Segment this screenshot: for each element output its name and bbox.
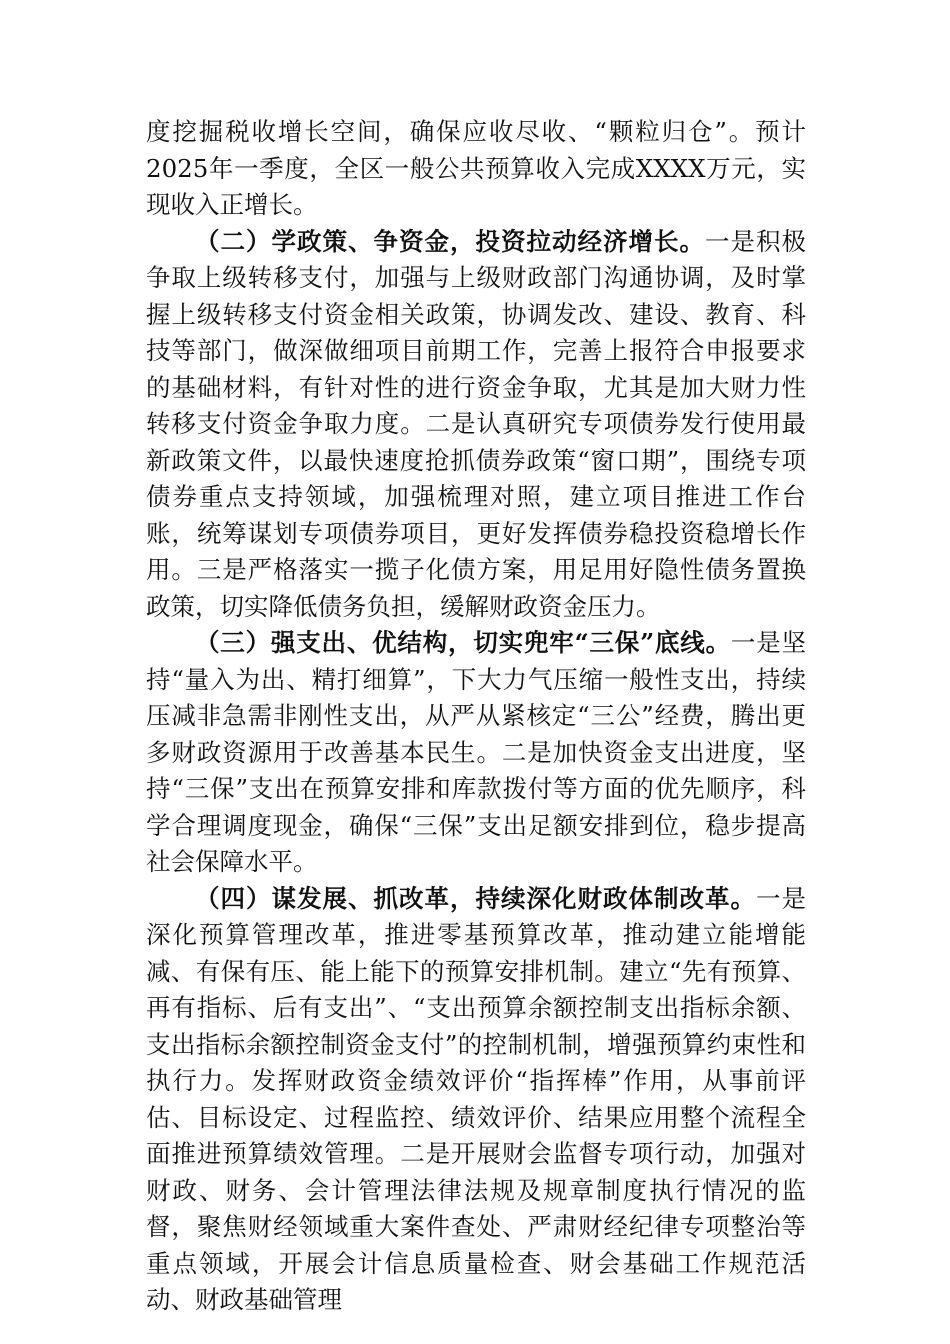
section-heading: （四）谋发展、抓改革，持续深化财政体制改革。 bbox=[195, 883, 756, 913]
paragraph-body: 一是坚持“量入为出、精打细算”，下大力气压缩一般性支出，持续压减非急需非刚性支出，从严从紧核定“三公”经费，腾出更多财政资源用于改善基本民生。二是加快资金支出进度，坚持“三保”支出在预算安排和库款拨付等方面的优先顺序，科学合理调度现金，确保“三保”支出足额安排到位，稳步提高社会保障水平。 bbox=[146, 628, 806, 876]
section-heading: （二）学政策、争资金，投资拉动经济增长。 bbox=[195, 226, 705, 256]
paragraph-section-3 bbox=[146, 625, 806, 881]
paragraph-body: 度挖掘税收增长空间，确保应收尽收、“颗粒归仓”。预计2025年一季度，全区一般公共预算收入完成XXXX万元，实现收入正增长。 bbox=[146, 117, 806, 219]
paragraph-section-4 bbox=[146, 881, 806, 1319]
paragraph-body: 一是积极争取上级转移支付，加强与上级财政部门沟通协调，及时掌握上级转移支付资金相关政策，协调发改、建设、教育、科技等部门，做深做细项目前期工作，完善上报符合申报要求的基础材料，有针对性的进行资金争取，尤其是加大财力性转移支付资金争取力度。二是认真研究专项债券发行使用最新政策文件，以最快速度抢抓债券政策“窗口期”，围绕专项债券重点支持领域，加强梳理对照，建立项目推进工作台账，统筹谋划专项债券项目，更好发挥债券稳投资稳增长作用。三是严格落实一揽子化债方案，用足用好隐性债务置换政策，切实降低债务负担，缓解财政资金压力。 bbox=[146, 226, 806, 621]
section-heading: （三）强支出、优结构，切实兜牢“三保”底线。 bbox=[195, 628, 731, 657]
paragraph-section-2 bbox=[146, 224, 806, 626]
paragraph-continuation bbox=[146, 114, 806, 224]
paragraph-body: 一是深化预算管理改革，推进零基预算改革，推动建立能增能减、有保有压、能上能下的预算安排机制。建立“先有预算、再有指标、后有支出”、“支出预算余额控制支出指标余额、支出指标余额控制资金支付”的控制机制，增强预算约束性和执行力。发挥财政资金绩效评价“指挥棒”作用，从事前评估、目标设定、过程监控、绩效评价、结果应用整个流程全面推进预算绩效管理。二是开展财会监督专项行动，加强对财政、财务、会计管理法律法规及规章制度执行情况的监督，聚焦财经领域重大案件查处、严肃财经纪律专项整治等重点领域，开展会计信息质量检查、财会基础工作规范活动、财政基础管理 bbox=[146, 883, 806, 1314]
document-body bbox=[146, 114, 806, 1319]
